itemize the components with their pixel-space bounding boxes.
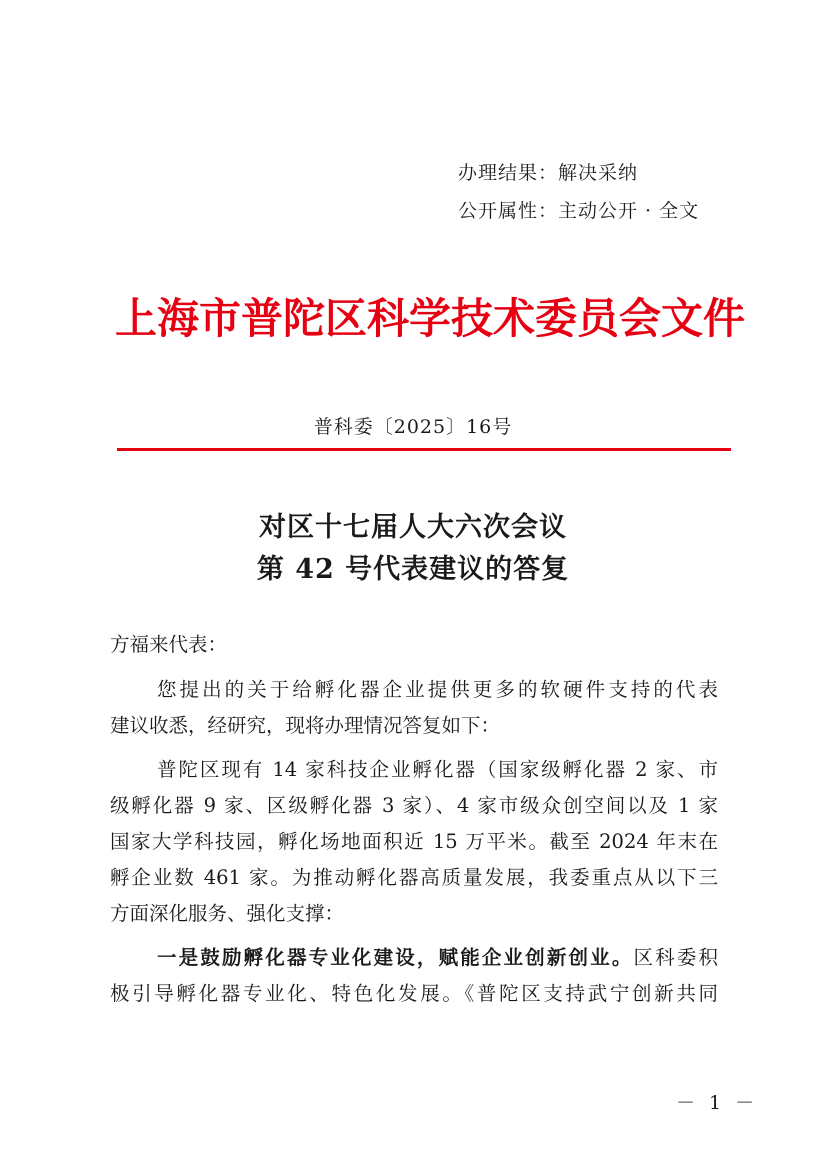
paragraph-2-line-3: 国家大学科技园，孵化场地面积近 15 万平米。截至 2024 年末在	[110, 830, 718, 853]
paragraph-3-continuation: 区科委积	[633, 946, 718, 969]
paragraph-1-line-2: 建议收悉，经研究，现将办理情况答复如下：	[110, 714, 501, 737]
paragraph-3-line-2: 极引导孵化器专业化、特色化发展。《普陀区支持武宁创新共同	[110, 982, 718, 1005]
page-number: － 1 －	[676, 1092, 759, 1114]
handling-result: 办理结果：解决采纳	[458, 162, 639, 184]
document-title-line-2: 第 42 号代表建议的答复	[256, 554, 570, 585]
paragraph-2-line-5: 方面深化服务、强化支撑：	[110, 902, 345, 925]
paragraph-1-line-1: 您提出的关于给孵化器企业提供更多的软硬件支持的代表	[157, 678, 718, 701]
red-divider-line	[117, 448, 731, 451]
document-title-line-1: 对区十七届人大六次会议	[259, 512, 567, 543]
disclosure-attribute: 公开属性：主动公开 · 全文	[458, 200, 700, 222]
paragraph-2-line-2: 级孵化器 9 家、区级孵化器 3 家）、4 家市级众创空间以及 1 家	[110, 794, 718, 817]
issuing-authority-header: 上海市普陀区科学技术委员会文件	[115, 294, 746, 343]
paragraph-2-line-4: 孵企业数 461 家。为推动孵化器高质量发展，我委重点从以下三	[110, 866, 718, 889]
paragraph-3-line-1	[157, 942, 718, 970]
document-number: 普科委〔2025〕16号	[313, 416, 513, 438]
paragraph-2-line-1: 普陀区现有 14 家科技企业孵化器（国家级孵化器 2 家、市	[157, 758, 718, 781]
paragraph-3-lead: 一是鼓励孵化器专业化建设，赋能企业创新创业。	[157, 946, 634, 969]
salutation: 方福来代表：	[110, 633, 228, 656]
